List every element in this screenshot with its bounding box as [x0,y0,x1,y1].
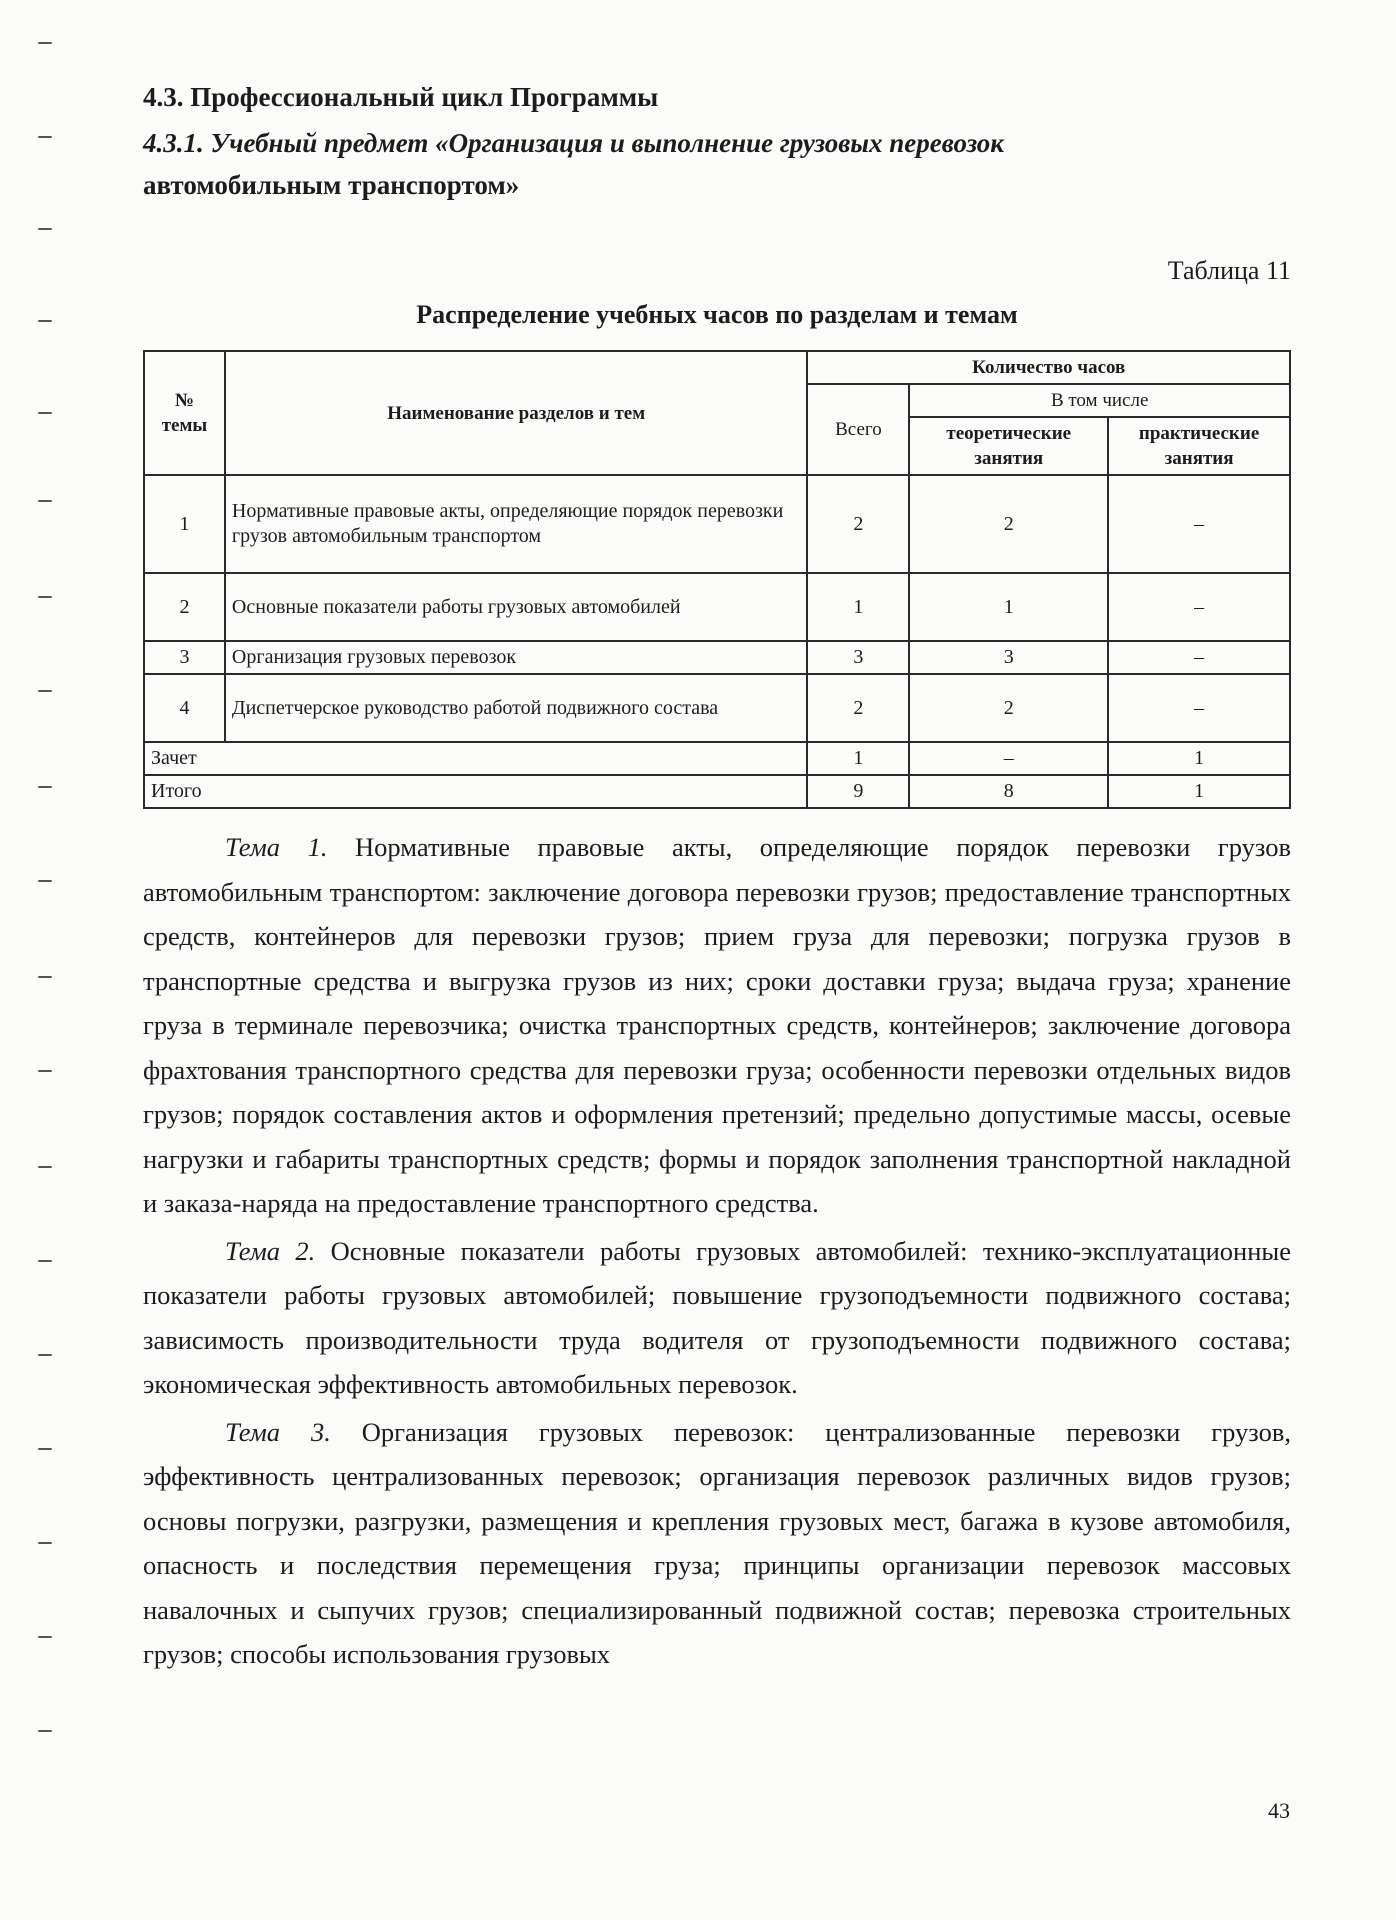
credit-practice: 1 [1108,742,1290,775]
header-total: Всего [807,384,909,475]
paragraph-text: Нормативные правовые акты, определяющие порядок перевозки грузов автомобильным транспортом: заключение договора перевозки грузов; предоставление транспортных средств, контейнеров для перевозки грузов; прием груза для перевозки; погрузка грузов в транспортные средства и выгрузка грузов из них; сроки доставки груза; выдача груза; хранение груза в терминале перевозчика; очистка транспортных средств, контейнеров; заключение договора фрахтования транспортного средства для перевозки груза; особенности перевозки отдельных видов грузов; порядок составления актов и оформления претензий; предельно допустимые массы, осевые нагрузки и габариты транспортных средств; формы и порядок заполнения транспортной накладной и заказа-наряда на предоставление транспортного средства. [143,832,1292,1218]
credit-label: Зачет [144,742,807,775]
credit-total: 1 [807,742,909,775]
paragraph-text: Основные показатели работы грузовых автомобилей: технико-эксплуатационные показатели работы грузовых автомобилей; повышение грузоподъемности подвижного состава; зависимость производительности труда водителя от грузоподъемности подвижного состава; экономическая эффективность автомобильных перевозок. [143,1235,1291,1399]
cell-total: 1 [807,573,909,641]
table-row [144,573,1290,641]
header-practice: практические занятия [1108,417,1290,475]
header-name: Наименование разделов и тем [225,351,808,475]
table-title: Распределение учебных часов по разделам и темам [416,300,1018,329]
cell-total: 2 [807,475,909,573]
summary-practice: 1 [1108,775,1290,808]
subsection-heading-line2: автомобильным транспортом» [143,170,520,200]
table-number: Таблица 11 [1167,256,1291,285]
document-page [143,78,1291,1677]
header-row [144,351,1290,384]
cell-theory: 3 [909,641,1108,674]
header-num: № темы [144,351,225,475]
cell-num: 4 [144,674,225,742]
tema-label: Тема 1. [225,832,328,862]
table-row [144,674,1290,742]
credit-row [144,742,1290,775]
summary-label: Итого [144,775,807,808]
page-number: 43 [1268,1798,1290,1823]
cell-total: 2 [807,674,909,742]
header-including: В том числе [909,384,1290,417]
header-hours: Количество часов [807,351,1290,384]
cell-practice: – [1108,641,1290,674]
summary-total: 9 [807,775,909,808]
tema-label: Тема 2. [225,1235,316,1266]
paragraph-text: Организация грузовых перевозок: централизованные перевозки грузов, эффективность централизованных перевозок; организация перевозок различных видов грузов; основы погрузки, разгрузки, размещения и крепления грузовых мест, багажа в кузове автомобиля, опасность и последствия перемещения груза; принципы организации перевозок массовых навалочных и сыпучих грузов; специализированный подвижной состав; перевозка строительных грузов; способы использования грузовых [143,1416,1292,1669]
cell-name: Диспетчерское руководство работой подвижного состава [225,674,808,742]
credit-theory: – [909,742,1108,775]
cell-name: Основные показатели работы грузовых автомобилей [225,573,808,641]
header-theory: теоретические занятия [909,417,1108,475]
subsection-heading [143,122,1291,206]
tema-label: Тема 3. [225,1416,331,1447]
subsection-heading-line1: 4.3.1. Учебный предмет «Организация и выполнение грузовых перевозок [143,128,1004,158]
summary-theory: 8 [909,775,1108,808]
binding-marks [0,0,100,1920]
cell-total: 3 [807,641,909,674]
cell-practice: – [1108,475,1290,573]
cell-num: 2 [144,573,225,641]
cell-name: Нормативные правовые акты, определяющие порядок перевозки грузов автомобильным транспортом [225,475,808,573]
paragraph-tema-3 [143,1410,1291,1677]
section-heading: 4.3. Профессиональный цикл Программы [143,82,659,112]
body-text [143,825,1291,1677]
paragraph-tema-1 [143,825,1291,1226]
cell-num: 3 [144,641,225,674]
cell-num: 1 [144,475,225,573]
cell-practice: – [1108,573,1290,641]
table-row [144,475,1290,573]
cell-practice: – [1108,674,1290,742]
hours-table [143,350,1291,809]
cell-theory: 1 [909,573,1108,641]
summary-row [144,775,1290,808]
table-row [144,641,1290,674]
cell-theory: 2 [909,674,1108,742]
cell-theory: 2 [909,475,1108,573]
cell-name: Организация грузовых перевозок [225,641,808,674]
paragraph-tema-2 [143,1229,1291,1407]
